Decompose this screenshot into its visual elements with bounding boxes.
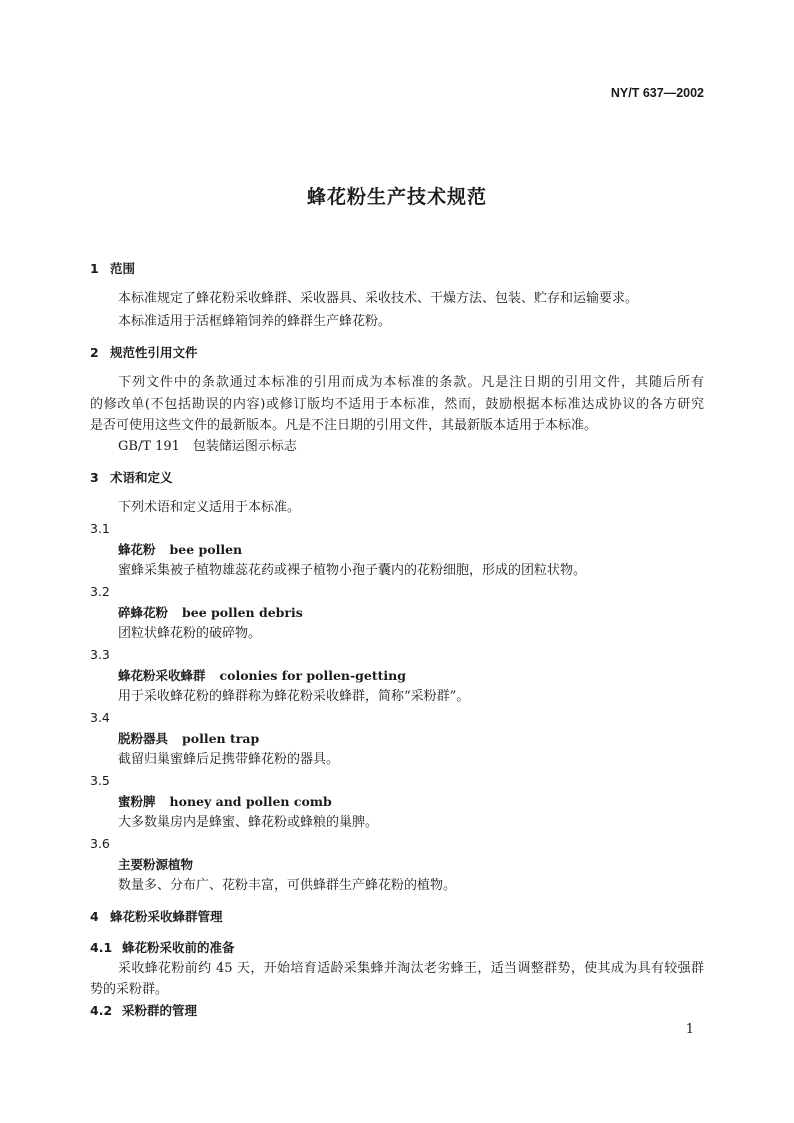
term-english: bee pollen debris	[182, 605, 303, 620]
term-definition: 截留归巢蜜蜂后足携带蜂花粉的器具。	[118, 752, 340, 767]
term-chinese: 脱粉器具	[118, 731, 169, 746]
section-title: 范围	[110, 261, 136, 276]
section-title: 蜂花粉采收蜂群管理	[110, 909, 223, 924]
normative-reference: GB/T 191 包装储运图示标志	[118, 439, 297, 454]
term-heading	[118, 604, 303, 623]
paragraph-line: 采收蜂花粉前约 45 天，开始培育适龄采集蜂并淘汰老劣蜂王，适当调整群势，使其成为具有较强群	[118, 961, 704, 976]
term-definition: 用于采收蜂花粉的蜂群称为蜂花粉采收蜂群，简称“采粉群”。	[118, 689, 470, 704]
paragraph-line: 是否可使用这些文件的最新版本。凡是不注日期的引用文件，其最新版本适用于本标准。	[90, 418, 598, 433]
paragraph-line: 的修改单(不包括勘误的内容)或修订版均不适用于本标准，然而，鼓励根据本标准达成协议的各方研究	[90, 397, 704, 412]
paragraph: 本标准适用于活框蜂箱饲养的蜂群生产蜂花粉。	[118, 314, 392, 329]
term-number: 3.6	[90, 836, 110, 851]
section-1-heading	[90, 260, 135, 278]
section-number: 3	[90, 470, 99, 485]
paragraph-line: 下列文件中的条款通过本标准的引用而成为本标准的条款。凡是注日期的引用文件，其随后所有	[118, 375, 704, 390]
subsection-number: 4.1	[90, 940, 113, 955]
term-number: 3.4	[90, 710, 110, 725]
subsection-title: 蜂花粉采收前的准备	[122, 940, 235, 955]
term-definition: 大多数巢房内是蜂蜜、蜂花粉或蜂粮的巢脾。	[118, 815, 379, 830]
section-title: 规范性引用文件	[110, 345, 198, 360]
term-definition: 数量多、分布广、花粉丰富，可供蜂群生产蜂花粉的植物。	[118, 878, 457, 893]
section-title: 术语和定义	[110, 470, 173, 485]
term-english: colonies for pollen-getting	[219, 668, 407, 683]
subsection-number: 4.2	[90, 1003, 113, 1018]
term-number: 3.5	[90, 773, 110, 788]
term-heading	[118, 667, 406, 686]
term-definition: 蜜蜂采集被子植物雄蕊花药或裸子植物小孢子囊内的花粉细胞，形成的团粒状物。	[118, 563, 587, 578]
term-chinese: 蜂花粉采收蜂群	[118, 668, 206, 683]
term-definition: 团粒状蜂花粉的破碎物。	[118, 626, 262, 641]
subsection-4-1-heading	[90, 939, 235, 957]
term-number: 3.3	[90, 647, 110, 662]
term-english: honey and pollen comb	[169, 794, 332, 809]
term-heading	[118, 793, 332, 812]
paragraph: 下列术语和定义适用于本标准。	[118, 500, 301, 515]
subsection-title: 采粉群的管理	[122, 1003, 198, 1018]
term-chinese: 蜜粉脾	[118, 794, 156, 809]
section-number: 1	[90, 261, 99, 276]
paragraph: 本标准规定了蜂花粉采收蜂群、采收器具、采收技术、干燥方法、包装、贮存和运输要求。	[118, 291, 639, 306]
term-heading	[118, 541, 242, 560]
section-number: 2	[90, 345, 99, 360]
section-2-heading	[90, 344, 198, 362]
term-heading	[118, 730, 259, 749]
term-english: pollen trap	[182, 731, 260, 746]
term-number: 3.2	[90, 584, 110, 599]
term-chinese: 主要粉源植物	[118, 857, 194, 872]
term-number: 3.1	[90, 521, 110, 536]
subsection-4-2-heading	[90, 1002, 197, 1020]
section-3-heading	[90, 469, 173, 487]
paragraph-line: 势的采粉群。	[90, 982, 169, 997]
section-4-heading	[90, 908, 223, 926]
document-title: 蜂花粉生产技术规范	[306, 186, 487, 208]
term-chinese: 蜂花粉	[118, 542, 156, 557]
term-chinese: 碎蜂花粉	[118, 605, 169, 620]
page-number: 1	[685, 1022, 694, 1037]
term-heading	[118, 856, 193, 875]
term-english: bee pollen	[169, 542, 243, 557]
standard-code: NY/T 637—2002	[610, 86, 704, 100]
section-number: 4	[90, 909, 99, 924]
